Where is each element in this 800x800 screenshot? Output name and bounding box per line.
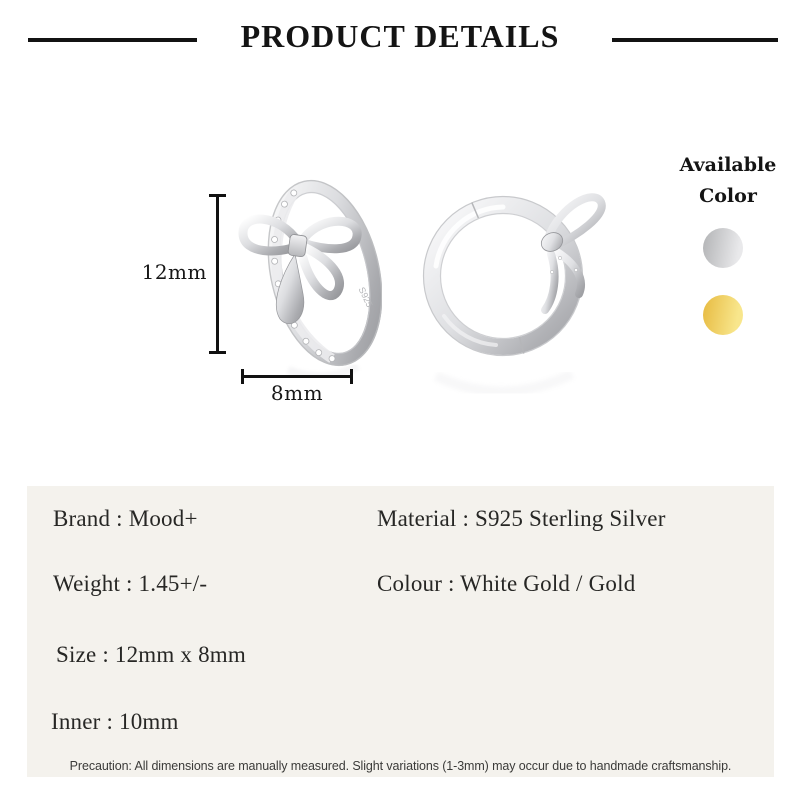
precaution-note: Precaution: All dimensions are manually measured. Slight variations (1-3mm) may occur due to handmade craftsmanship. bbox=[69, 759, 732, 773]
specs-panel bbox=[27, 486, 774, 777]
page-title: PRODUCT DETAILS bbox=[240, 18, 560, 54]
available-color-line2: Color bbox=[699, 185, 757, 207]
spec-colour: Colour : White Gold / Gold bbox=[377, 571, 636, 596]
spec-material: Material : S925 Sterling Silver bbox=[377, 506, 666, 531]
spec-inner: Inner : 10mm bbox=[51, 709, 179, 734]
width-dimension-label: 8mm bbox=[270, 381, 324, 405]
available-color-title bbox=[663, 150, 793, 212]
spec-size: Size : 12mm x 8mm bbox=[56, 642, 246, 667]
height-dimension-label: 12mm bbox=[141, 260, 207, 284]
metal-engraving: S925 bbox=[356, 285, 375, 309]
decorative-line-right bbox=[612, 38, 778, 42]
height-dimension-line bbox=[209, 194, 226, 354]
bow-knot bbox=[288, 234, 308, 257]
earring-front-photo bbox=[226, 178, 382, 386]
earring-side-photo bbox=[400, 176, 610, 408]
spec-brand: Brand : Mood+ bbox=[53, 506, 198, 531]
color-swatch-gold bbox=[703, 295, 743, 335]
spec-weight: Weight : 1.45+/- bbox=[53, 571, 208, 596]
available-color-line1: Available bbox=[679, 154, 777, 176]
hoop-ring bbox=[251, 178, 382, 377]
color-swatch-white-gold bbox=[703, 228, 743, 268]
